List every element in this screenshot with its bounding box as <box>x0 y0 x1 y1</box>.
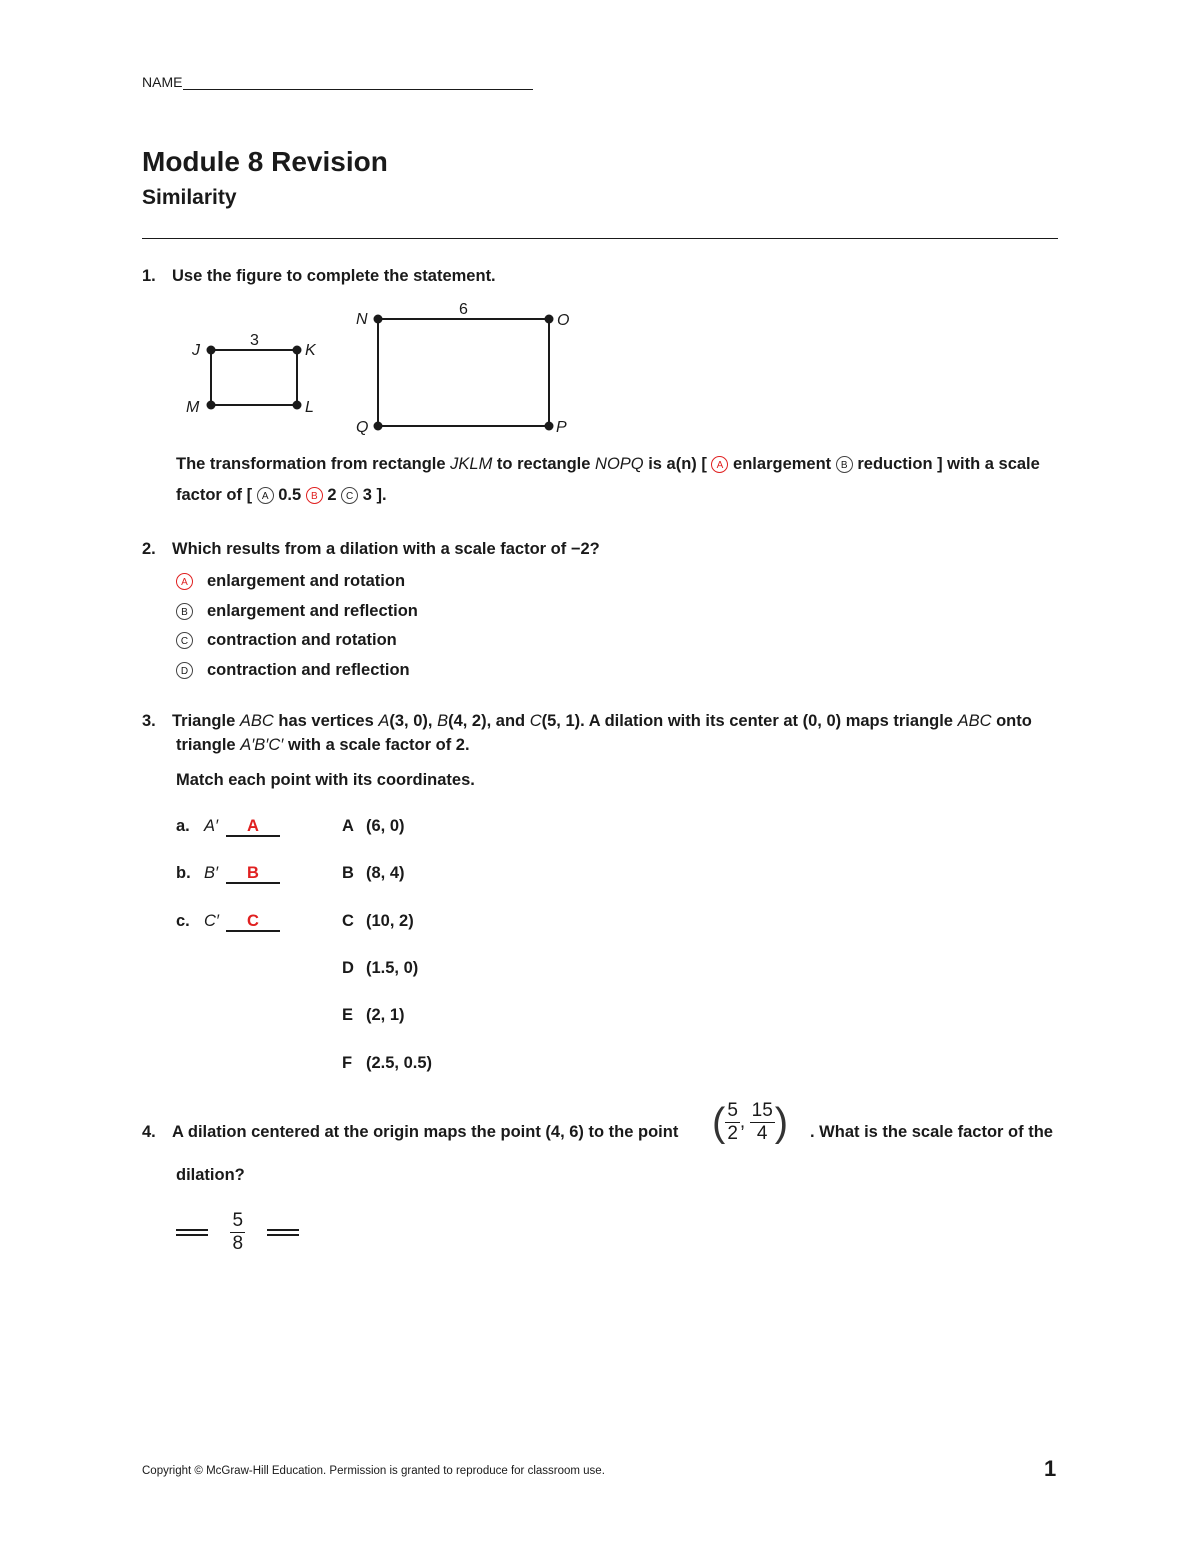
right-paren: ) <box>774 1100 789 1145</box>
q3-text: (5, 1). A dilation with its center at (0, 0) maps triangle <box>541 712 958 730</box>
label-j: J <box>192 342 200 359</box>
q2-option-circle[interactable]: D <box>176 662 193 679</box>
vertex-o <box>545 315 554 324</box>
q3-choice <box>342 959 418 978</box>
q3-choice-letter: F <box>342 1054 353 1072</box>
q3-text: C <box>529 712 542 730</box>
vertex-q <box>374 422 383 431</box>
fraction-numerator: 5 <box>232 1210 244 1231</box>
fraction-numerator: 15 <box>751 1100 773 1121</box>
q1-prompt-line <box>142 264 496 288</box>
q3-answer-blank[interactable]: A <box>226 817 280 837</box>
q3-choice-coords: (10, 2) <box>366 912 414 930</box>
q1-choice-reduction-circle[interactable]: B <box>836 456 853 473</box>
label-l: L <box>305 399 314 416</box>
q3-choice <box>342 912 414 931</box>
q4-prompt-line1 <box>142 1120 678 1144</box>
q1-number: 1. <box>142 267 156 285</box>
q1-factor-choice: 3 ]. <box>358 486 387 504</box>
q1-statement-line2 <box>176 483 387 507</box>
q1-factor-choice: 0.5 <box>273 486 306 504</box>
vertex-n <box>374 315 383 324</box>
fraction-numerator: 5 <box>727 1100 738 1121</box>
q3-item-label: c. <box>176 912 190 930</box>
q3-choice-coords: (8, 4) <box>366 864 405 882</box>
q2-option-text: enlargement and rotation <box>207 572 406 590</box>
q2-number: 2. <box>142 540 156 558</box>
q2-option-text: contraction and rotation <box>207 631 397 649</box>
q2-option[interactable] <box>176 602 418 621</box>
q3-text: A′B′C′ <box>240 736 284 754</box>
q3-choice-letter: A <box>342 817 354 835</box>
q1-text: factor of [ <box>176 486 257 504</box>
q2-option-circle[interactable]: C <box>176 632 193 649</box>
q1-factor-choice: 2 <box>322 486 342 504</box>
q3-choice-letter: D <box>342 959 354 977</box>
q1-choice-enlargement-circle[interactable]: A <box>711 456 728 473</box>
q3-prompt-line1 <box>142 709 1062 733</box>
q3-match-item <box>176 864 280 884</box>
header-divider <box>142 238 1058 239</box>
q1-statement-line1 <box>176 452 1066 476</box>
q1-text-nopq: NOPQ <box>595 455 644 473</box>
name-line <box>142 74 533 90</box>
vertex-p <box>545 422 554 431</box>
q1-factor-choice-circle[interactable]: B <box>306 487 323 504</box>
name-label: NAME <box>142 74 183 90</box>
q3-choice <box>342 864 405 883</box>
vertex-l <box>293 401 302 410</box>
q3-text: (3, 0), <box>389 712 438 730</box>
q3-text: ABC <box>239 712 274 730</box>
page-title: Module 8 Revision <box>142 146 388 177</box>
q3-text: onto <box>991 712 1032 730</box>
label-k: K <box>305 342 316 359</box>
q1-text: to rectangle <box>492 455 596 473</box>
q4-number: 4. <box>142 1123 156 1141</box>
q1-text-jklm: JKLM <box>450 455 493 473</box>
q3-instruction: Match each point with its coordinates. <box>176 771 475 789</box>
answer-blank-right <box>267 1229 299 1236</box>
q4-point <box>712 1100 788 1145</box>
label-m: M <box>186 399 200 416</box>
q3-text: A <box>378 712 390 730</box>
q3-choice-coords: (1.5, 0) <box>366 959 419 977</box>
q3-item-label: b. <box>176 864 191 882</box>
q1-text: The transformation from rectangle <box>176 455 451 473</box>
q3-item-point: C′ <box>204 912 220 930</box>
rect-jklm <box>211 350 297 405</box>
fraction-denominator: 4 <box>756 1123 768 1144</box>
q4-prompt-cont: . What is the scale factor of the <box>810 1123 1053 1141</box>
q4-prompt-line2: dilation? <box>176 1166 245 1184</box>
q2-option[interactable] <box>176 572 405 591</box>
vertex-m <box>207 401 216 410</box>
q3-item-point: A′ <box>204 817 219 835</box>
label-q: Q <box>356 419 369 436</box>
q1-text: is a(n) [ <box>643 455 712 473</box>
q3-choice <box>342 817 405 836</box>
q1-factor-choice-circle[interactable]: C <box>341 487 358 504</box>
answer-blank-left <box>176 1229 208 1236</box>
label-p: P <box>556 419 567 436</box>
q3-text: has vertices <box>273 712 379 730</box>
q3-item-point: B′ <box>204 864 219 882</box>
q3-choice-letter: B <box>342 864 354 882</box>
q3-choice-coords: (2, 1) <box>366 1006 405 1024</box>
q3-text: triangle <box>176 736 241 754</box>
answer-fraction <box>230 1210 245 1255</box>
q3-answer-blank[interactable]: C <box>226 912 280 932</box>
q3-text: ABC <box>957 712 992 730</box>
q3-text: Triangle <box>172 712 240 730</box>
q3-choice <box>342 1006 405 1025</box>
q1-choice-enlargement: enlargement <box>728 455 836 473</box>
q3-prompt-line2 <box>176 733 470 757</box>
q2-option-text: contraction and reflection <box>207 661 410 679</box>
point-y-fraction <box>750 1100 775 1145</box>
label-n: N <box>356 311 368 328</box>
q3-answer-blank[interactable]: B <box>226 864 280 884</box>
jk-length: 3 <box>250 332 259 349</box>
q1-choice-reduction: reduction ] with a scale <box>852 455 1040 473</box>
q2-option-circle[interactable]: A <box>176 573 193 590</box>
label-o: O <box>557 312 570 329</box>
q3-text: (4, 2), and <box>448 712 530 730</box>
q2-prompt-line <box>142 537 600 561</box>
q3-text: B <box>437 712 449 730</box>
q3-text: with a scale factor of 2. <box>283 736 470 754</box>
q1-figure <box>170 295 590 445</box>
q3-choice-letter: E <box>342 1006 354 1024</box>
q1-factor-choice-circle[interactable]: A <box>257 487 274 504</box>
q3-choice-letter: C <box>342 912 354 930</box>
q2-option-text: enlargement and reflection <box>207 602 418 620</box>
rect-nopq <box>378 319 549 426</box>
q3-match-item <box>176 817 280 837</box>
fraction-denominator: 2 <box>727 1123 738 1144</box>
q4-prompt: A dilation centered at the origin maps the point (4, 6) to the point <box>172 1123 679 1141</box>
q3-choice-coords: (6, 0) <box>366 817 405 835</box>
name-field[interactable] <box>183 75 533 90</box>
vertex-k <box>293 346 302 355</box>
fraction-denominator: 8 <box>232 1233 244 1254</box>
no-length: 6 <box>459 301 468 318</box>
q2-option[interactable] <box>176 661 410 680</box>
page-number: 1 <box>1044 1456 1057 1481</box>
vertex-j <box>207 346 216 355</box>
q2-prompt: Which results from a dilation with a scale factor of −2? <box>172 540 600 558</box>
copyright-footer: Copyright © McGraw-Hill Education. Permission is granted to reproduce for classroom use. <box>142 1465 605 1477</box>
comma: , <box>739 1111 746 1133</box>
q3-item-label: a. <box>176 817 190 835</box>
q4-answer[interactable] <box>176 1210 299 1255</box>
q3-choice <box>342 1054 432 1073</box>
page-subtitle: Similarity <box>142 186 237 209</box>
q3-match-item <box>176 912 280 932</box>
q1-prompt: Use the figure to complete the statement. <box>172 267 496 285</box>
q3-choice-coords: (2.5, 0.5) <box>366 1054 433 1072</box>
q2-option-circle[interactable]: B <box>176 603 193 620</box>
point-x-fraction <box>725 1100 740 1145</box>
q3-number: 3. <box>142 712 156 730</box>
left-paren: ( <box>712 1100 726 1145</box>
q2-option[interactable] <box>176 631 397 650</box>
